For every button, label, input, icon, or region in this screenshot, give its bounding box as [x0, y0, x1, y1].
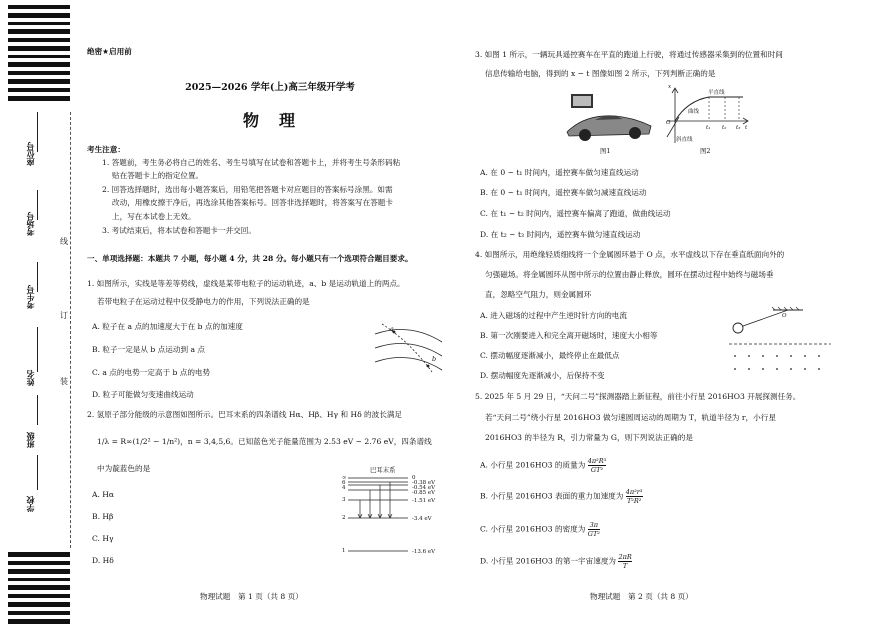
level-energy: -13.6 eV	[412, 549, 436, 555]
class-label: 班级	[26, 432, 35, 448]
q3-option: B. 在 0 ~ t₁ 时间内，遥控赛车做匀减速直线运动	[480, 188, 647, 197]
note-line: 改动，用橡皮擦干净后，再选涂其他答案标号。回答非选择题时，将答案写在答题卡	[102, 198, 393, 207]
q2-stem: 2. 氢原子部分能级的示意图如图所示。巴耳末系的四条谱线 Hα、Hβ、Hγ 和 Hδ 的波长满足	[87, 410, 403, 419]
page-footer-right: 物理试题 第 2 页（共 8 页）	[590, 592, 693, 601]
q5-option-text: C. 小行星 2016HO3 的密度为	[480, 524, 586, 534]
series-title: 巴耳末系	[370, 466, 396, 474]
q1-option: A. 粒子在 a 点的加速度大于在 b 点的加速度	[92, 322, 243, 331]
student-number-label: 考生号	[26, 285, 35, 309]
xt-axis-x: t	[745, 125, 748, 131]
fraction-denominator: T	[622, 562, 628, 570]
name-label: 姓名	[26, 370, 35, 386]
barcode-bar	[8, 79, 70, 84]
level-n: 1	[342, 548, 346, 554]
fraction-numerator: 4π²R³	[587, 457, 607, 465]
barcode-bar	[8, 88, 70, 92]
q2-option: B. Hβ	[92, 512, 114, 521]
confidential-mark: 绝密★启用前	[87, 47, 132, 56]
q1-stem: 1. 如图所示，实线是等差等势线，虚线是某带电粒子的运动轨迹，a、b 是运动轨道上的两点。	[87, 279, 405, 288]
fraction-denominator: T²R²	[626, 497, 642, 505]
barcode-bar	[8, 29, 70, 34]
q4-option: B. 第一次刚要进入和完全离开磁场时，速度大小相等	[480, 331, 658, 340]
fraction	[618, 553, 631, 570]
barcode-bar	[8, 5, 70, 9]
field-line	[37, 395, 38, 425]
barcode-bar	[8, 46, 70, 51]
fraction	[588, 521, 600, 538]
q2-option: A. Hα	[92, 490, 115, 499]
fraction-denominator: GT²	[590, 466, 604, 474]
q5-option	[480, 457, 606, 474]
note-line: 1. 答题前，考生务必将自己的姓名、考生号填写在试卷和答题卡上，并将考生号条形码粘	[102, 158, 401, 167]
q1-option: B. 粒子一定是从 b 点运动到 a 点	[92, 345, 205, 354]
barcode-bar	[8, 611, 70, 615]
q4-stem: 匀强磁场。将金属圆环从图中所示的位置由静止释放，圆环在摆动过程中始终与磁场垂	[475, 270, 774, 279]
xt-t2: t₂	[722, 125, 727, 131]
level-n: 2	[342, 515, 346, 521]
barcode-bar	[8, 22, 70, 25]
pendulum-ring-figure	[725, 306, 835, 378]
level-n: 4	[342, 485, 346, 491]
level-n: 3	[342, 497, 346, 503]
level-n: 6	[342, 480, 346, 486]
field-line	[37, 455, 38, 490]
q4-option: C. 摆动幅度逐渐减小，最终停止在最低点	[480, 351, 620, 360]
q3-stem: 3. 如图 1 所示，一辆玩具遥控赛车在平直的跑道上行驶，将通过传感器采集到的位置和时间	[475, 50, 783, 59]
q2-stem: 中为靛蓝色的是	[87, 464, 151, 473]
barcode-bar	[8, 71, 70, 75]
q4-stem: 直，忽略空气阻力，则金属圆环	[475, 290, 592, 299]
level-energy: -0.85 eV	[412, 490, 436, 496]
exam-title: 2025—2026 学年(上)高三年级开学考	[185, 82, 355, 93]
note-line: 贴在答题卡上的指定位置。	[102, 171, 204, 180]
q2-option: C. Hγ	[92, 534, 114, 543]
q5-stem: 若“天问二号”绕小行星 2016HO3 做匀速圆周运动的周期为 T，轨道半径为 r，小行星	[475, 413, 776, 422]
field-line	[37, 327, 38, 372]
level-energy: -0.38 eV	[412, 480, 436, 486]
race-car-figure	[565, 92, 655, 144]
xt-curve-label: 曲线	[688, 109, 700, 115]
q1-point-b: b	[432, 355, 437, 363]
q5-option	[480, 488, 643, 505]
barcode-bar	[8, 602, 70, 607]
note-line: 2. 回答选择题时，选出每小题答案后，用铅笔把答题卡对应题目的答案标号涂黑。如需	[102, 185, 393, 194]
level-energy: -0.54 eV	[412, 485, 436, 491]
q3-option: D. 在 t₂ ~ t₃ 时间内，遥控赛车做匀速直线运动	[480, 230, 641, 239]
q4-stem: 4. 如图所示，用绝缘轻质细线将一个金属圆环悬于 O 点，水平虚线以下存在垂直纸面向外的	[475, 250, 785, 259]
q2-option: D. Hδ	[92, 556, 114, 565]
xt-t1: t₁	[706, 125, 711, 131]
fraction	[588, 457, 607, 474]
level-energy: -1.51 eV	[412, 498, 436, 504]
xt-t3: t₃	[736, 125, 741, 131]
q2-stem: 1/λ = R∞(1/2² − 1/n²)，n = 3,4,5,6。已知蓝色光子能量范围为 2.53 eV ~ 2.76 eV，四条谱线	[87, 437, 432, 446]
level-energy: 0	[412, 475, 416, 481]
cut-char-stitch: 装	[60, 377, 68, 386]
page-footer-left: 物理试题 第 1 页（共 8 页）	[200, 592, 303, 601]
barcode-bar	[8, 13, 70, 18]
seat-number-label: 座位号	[26, 142, 35, 166]
field-line	[37, 262, 38, 292]
q5-stem: 2016HO3 的半径为 R，引力常量为 G，则下列说法正确的是	[475, 433, 693, 442]
q5-option	[480, 553, 632, 570]
fig2-caption: 图2	[700, 147, 711, 155]
q5-option-text: D. 小行星 2016HO3 的第一宇宙速度为	[480, 556, 617, 566]
barcode-bar	[8, 552, 70, 557]
q5-stem: 5. 2025 年 5 月 29 日，“天问二号”探测器踏上新征程，前往小行星 2016HO3 开展探测任务。	[475, 392, 801, 401]
q3-option: A. 在 0 ~ t₁ 时间内，遥控赛车做匀速直线运动	[480, 168, 639, 177]
xt-origin: O	[666, 120, 671, 126]
fraction	[626, 488, 643, 505]
q1-field-figure	[370, 312, 445, 382]
barcode-bar	[8, 38, 70, 42]
q1-point-a: a	[390, 325, 394, 333]
room-number-label: 考场号	[26, 212, 35, 236]
cut-char-line: 线	[60, 237, 68, 246]
barcode-bar	[8, 62, 70, 67]
barcode-bar	[8, 569, 70, 574]
fig1-caption: 图1	[600, 147, 611, 155]
xt-flat-label: 平直线	[708, 90, 725, 96]
xt-axis-y: x	[668, 84, 672, 90]
school-label: 学校	[26, 496, 35, 512]
field-line	[37, 190, 38, 220]
notes-title: 考生注意：	[87, 145, 125, 154]
barcode-bar	[8, 55, 70, 58]
q1-stem: 若带电粒子在运动过程中仅受静电力的作用，下列说法正确的是	[87, 297, 310, 306]
q5-option-text: A. 小行星 2016HO3 的质量为	[480, 460, 586, 470]
barcode-bar	[8, 619, 70, 624]
barcode-bar	[8, 96, 70, 101]
cut-char-bind: 订	[60, 311, 68, 320]
cut-line	[70, 112, 71, 548]
pivot-label: O	[782, 313, 787, 319]
q1-option: D. 粒子可能做匀变速曲线运动	[92, 390, 194, 399]
q3-option: C. 在 t₁ ~ t₂ 时间内，遥控赛车偏离了跑道，做曲线运动	[480, 209, 671, 218]
fraction-numerator: 3π	[589, 521, 599, 529]
q4-option: A. 进入磁场的过程中产生逆时针方向的电流	[480, 311, 627, 320]
q1-option: C. a 点的电势一定高于 b 点的电势	[92, 368, 211, 377]
level-energy: -3.4 eV	[412, 516, 432, 522]
section-heading: 一、单项选择题：本题共 7 小题，每小题 4 分，共 28 分。每小题只有一个选项符合题目要求。	[87, 254, 413, 263]
subject-title: 物 理	[242, 111, 297, 130]
barcode-bar	[8, 561, 70, 565]
level-n: ∞	[342, 475, 347, 481]
fraction-denominator: GT²	[587, 530, 600, 538]
fraction-numerator: 4π²r³	[625, 488, 643, 496]
note-line: 3. 考试结束后，将本试卷和答题卡一并交回。	[102, 226, 256, 235]
fraction-numerator: 2πR	[618, 553, 632, 561]
energy-levels-svg	[348, 474, 410, 554]
field-line	[37, 112, 38, 152]
barcode-bar	[8, 578, 70, 581]
q3-stem: 信息传输给电脑，得到的 x − t 图像如图 2 所示，下列判断正确的是	[475, 69, 716, 78]
note-line: 上，写在本试卷上无效。	[102, 212, 196, 221]
q4-option: D. 摆动幅度先逐渐减小，后保持不变	[480, 371, 605, 380]
barcode-bar	[8, 594, 70, 598]
q5-option	[480, 521, 600, 538]
q5-option-text: B. 小行星 2016HO3 表面的重力加速度为	[480, 491, 624, 501]
xt-slant-label: 斜直线	[676, 137, 693, 143]
barcode-bar	[8, 585, 70, 590]
